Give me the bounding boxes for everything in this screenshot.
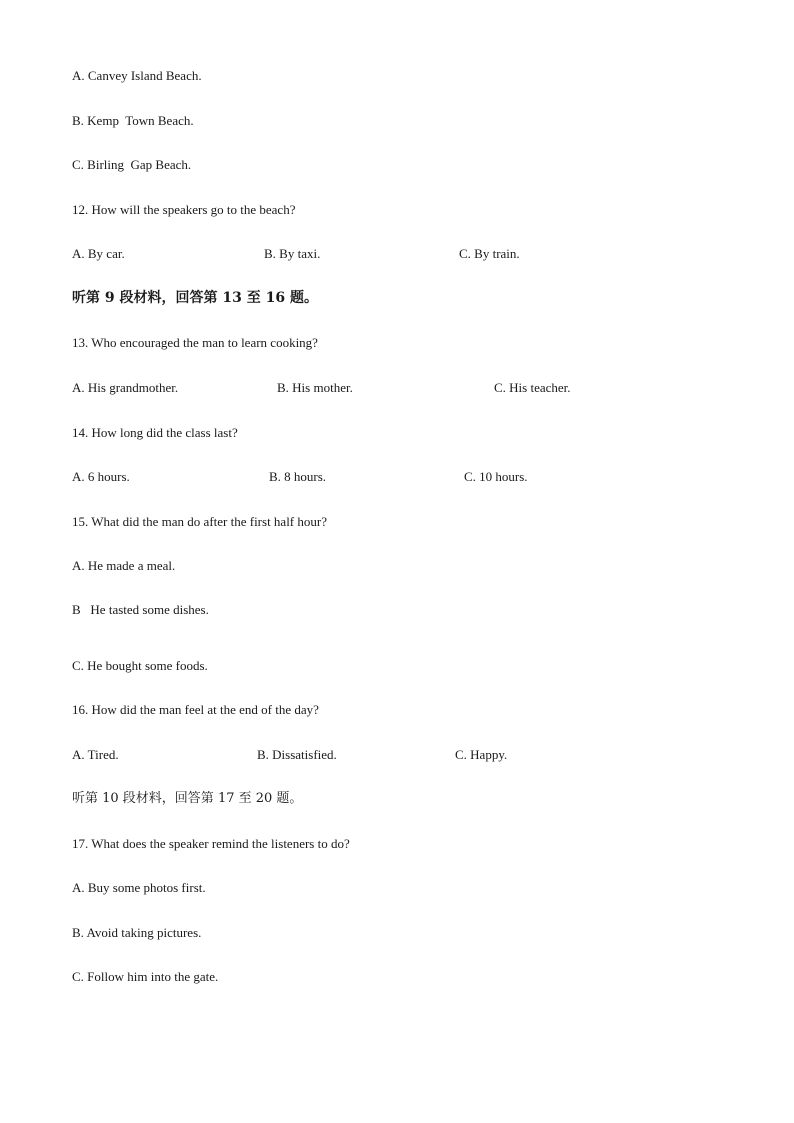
q11-option-a: A. Canvey Island Beach. — [72, 68, 202, 83]
section-9-heading: 听第 9 段材料，回答第 13 至 16 题。 — [72, 290, 318, 306]
q17-option-b: B. Avoid taking pictures. — [72, 925, 202, 940]
q14-options-row — [0, 469, 794, 485]
q14-option-a: A. 6 hours. — [72, 469, 130, 484]
q16-option-c: C. Happy. — [455, 747, 508, 762]
q17-option-a: A. Buy some photos first. — [72, 880, 206, 895]
q11-option-c: C. Birling Gap Beach. — [72, 157, 192, 172]
q17-option-c: C. Follow him into the gate. — [72, 969, 219, 984]
q17-question: 17. What does the speaker remind the listeners to do? — [72, 836, 350, 851]
q12-option-b: B. By taxi. — [264, 246, 321, 261]
q12-question: 12. How will the speakers go to the beach? — [72, 202, 296, 217]
q14-question: 14. How long did the class last? — [72, 425, 238, 440]
q15-option-c: C. He bought some foods. — [72, 658, 208, 673]
q13-option-b: B. His mother. — [277, 380, 353, 395]
q13-question: 13. Who encouraged the man to learn cooking? — [72, 335, 318, 350]
q15-option-a: A. He made a meal. — [72, 558, 176, 573]
q12-option-a: A. By car. — [72, 246, 125, 261]
q16-question: 16. How did the man feel at the end of the day? — [72, 702, 319, 717]
section-10-heading: 听第 10 段材料，回答第 17 至 20 题。 — [72, 791, 303, 806]
q16-option-b: B. Dissatisfied. — [257, 747, 337, 762]
q15-option-b: B He tasted some dishes. — [72, 602, 209, 617]
q16-option-a: A. Tired. — [72, 747, 119, 762]
q12-option-c: C. By train. — [459, 246, 520, 261]
q14-option-c: C. 10 hours. — [464, 469, 528, 484]
q13-options-row — [0, 380, 794, 396]
q14-option-b: B. 8 hours. — [269, 469, 327, 484]
q13-option-a: A. His grandmother. — [72, 380, 179, 395]
q13-option-c: C. His teacher. — [494, 380, 571, 395]
q11-option-b: B. Kemp Town Beach. — [72, 113, 194, 128]
q12-options-row — [0, 246, 794, 262]
q16-options-row — [0, 747, 794, 763]
q15-question: 15. What did the man do after the first half hour? — [72, 514, 327, 529]
